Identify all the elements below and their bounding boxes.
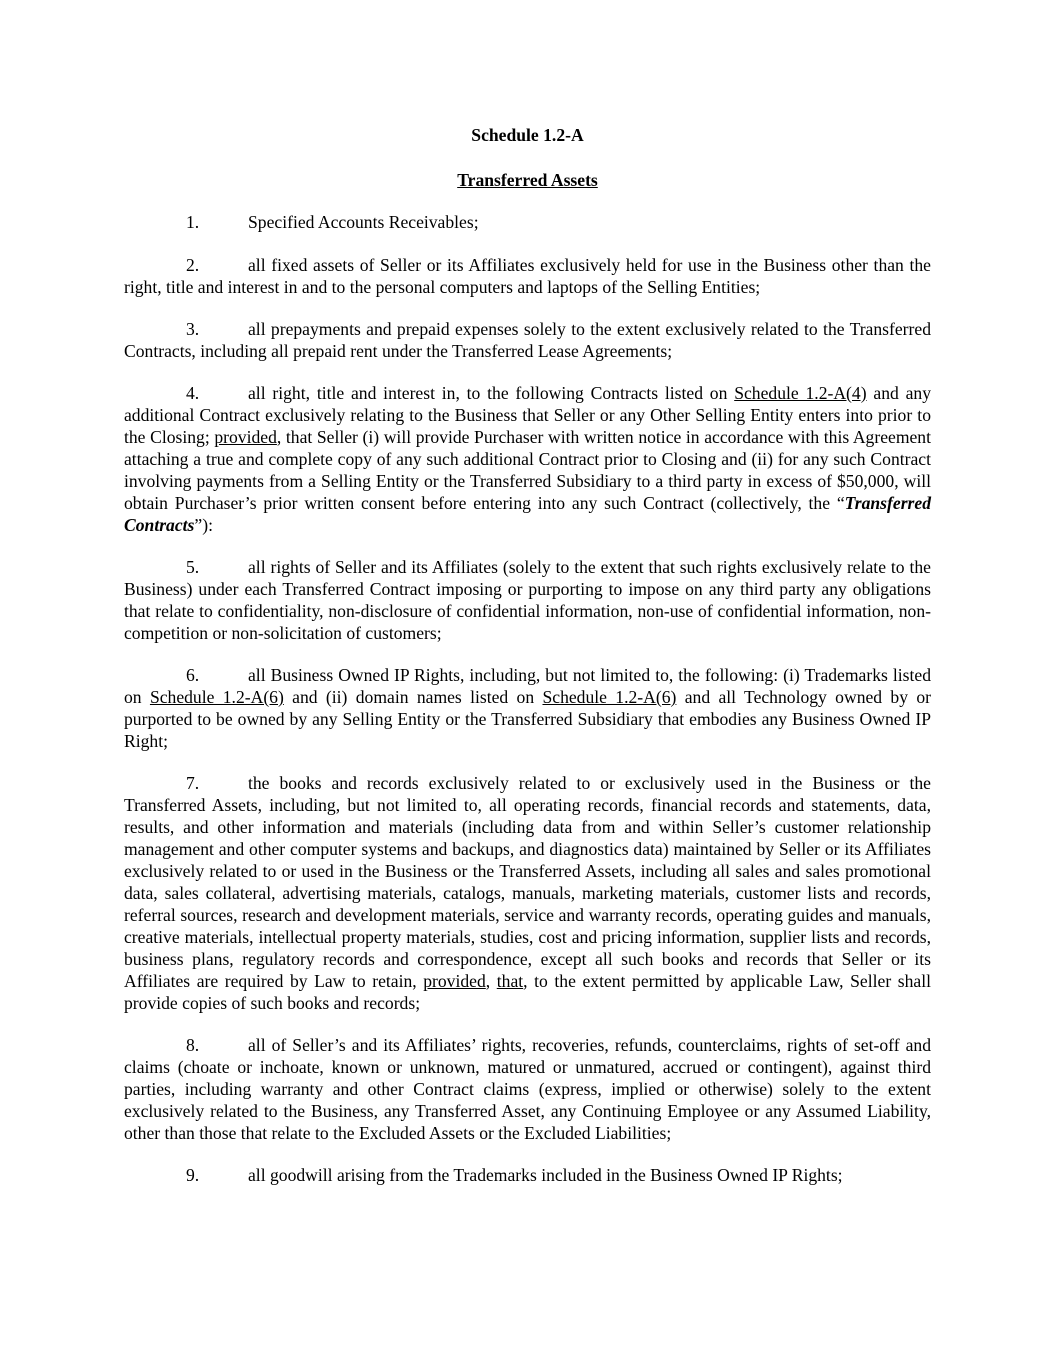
list-item [124, 1034, 931, 1144]
item-text: and all Technology owned by or purported to be owned by any Selling Entity or the Transferred Subsidiary that embodies any Business Owned IP Right; [124, 687, 932, 751]
document-page [124, 124, 931, 1186]
item-text: and (ii) domain names listed on [283, 687, 543, 707]
list-item [124, 772, 931, 1014]
schedule-reference-link[interactable]: Schedule 1.2-A(6) [149, 687, 284, 707]
schedule-reference-link[interactable]: Schedule 1.2-A(6) [542, 687, 677, 707]
that-term: that [496, 971, 524, 991]
list-item [124, 382, 931, 536]
item-text: , [485, 971, 497, 991]
item-text: all rights of Seller and its Affiliates (solely to the extent that such rights exclusively relate to the Business) under each Transferred Contract imposing or purporting to impose on any third party any obligations that relate to confidentiality, non-disclosure of confidential information, non-use of confidential information, non-competition or non-solicitation of customers; [124, 557, 931, 643]
list-item [124, 318, 931, 362]
item-number: 7. [186, 773, 200, 793]
item-text: , that Seller (i) will provide Purchaser with written notice in accordance with this Agreement attaching a true and complete copy of any such additional Contract prior to Closing and (ii) for any such Contract involving payments from a Selling Entity or the Transferred Subsidiary to a third party in excess of $50,000, will obtain Purchaser’s prior written consent before entering into any such Contract (collectively, the “ [124, 427, 931, 513]
item-number: 6. [186, 665, 200, 685]
item-number: 1. [186, 212, 200, 232]
item-text: , to the extent permitted by applicable Law, Seller shall provide copies of such books and records; [124, 971, 931, 1013]
provided-term: provided [423, 971, 486, 991]
item-text: Specified Accounts Receivables; [248, 212, 479, 232]
schedule-subtitle: Transferred Assets [457, 170, 598, 190]
item-text: and any additional Contract exclusively relating to the Business that Seller or any Other Selling Entity enters into prior to the Closing; [124, 383, 931, 447]
item-text: ”): [194, 515, 213, 535]
list-item [124, 1164, 931, 1186]
item-text: all fixed assets of Seller or its Affiliates exclusively held for use in the Business other than the right, title and interest in and to the personal computers and laptops of the Selling Entities; [124, 255, 931, 297]
list-item [124, 211, 931, 233]
list-item [124, 254, 931, 298]
item-number: 8. [186, 1035, 200, 1055]
provided-term: provided [214, 427, 277, 447]
defined-term: Transferred Contracts [124, 493, 931, 535]
list-item [124, 556, 931, 644]
item-number: 5. [186, 557, 200, 577]
item-text: all of Seller’s and its Affiliates’ rights, recoveries, refunds, counterclaims, rights of set-off and claims (choate or inchoate, known or unknown, matured or unmatured, accrued or contingent), against third parties, including warranty and other Contract claims (express, implied or otherwise) solely to the extent exclusively related to the Business, any Transferred Asset, any Continuing Employee or any Assumed Liability, other than those that relate to the Excluded Assets or the Excluded Liabilities; [124, 1035, 931, 1143]
item-number: 2. [186, 255, 200, 275]
item-number: 3. [186, 319, 200, 339]
item-number: 9. [186, 1165, 200, 1185]
item-text: the books and records exclusively related to or exclusively used in the Business or the Transferred Assets, including, but not limited to, all operating records, financial records and statements, data, results, and other information and materials (including data from and within Seller’s customer relationship management and other computer systems and backups, and diagnostics data) maintained by Seller or its Affiliates exclusively related to or used in the Business or the Transferred Assets, including all sales and sales promotional data, sales collateral, advertising materials, catalogs, manuals, marketing materials, customer lists and records, referral sources, research and development materials, service and warranty records, operating guides and manuals, creative materials, intellectual property materials, studies, cost and pricing information, supplier lists and records, business plans, regulatory records and correspondence, except all such books and records that Seller or its Affiliates are required by Law to retain, [124, 773, 931, 991]
item-text: all prepayments and prepaid expenses solely to the extent exclusively related to the Transferred Contracts, including all prepaid rent under the Transferred Lease Agreements; [124, 319, 931, 361]
list-item [124, 664, 931, 752]
item-text: all right, title and interest in, to the following Contracts listed on [248, 383, 735, 403]
item-text: all goodwill arising from the Trademarks included in the Business Owned IP Rights; [248, 1165, 843, 1185]
item-number: 4. [186, 383, 200, 403]
schedule-title: Schedule 1.2-A [471, 125, 584, 145]
schedule-reference-link[interactable]: Schedule 1.2-A(4) [734, 383, 867, 403]
item-text: all Business Owned IP Rights, including, but not limited to, the following: (i) Trademarks listed on [124, 665, 931, 707]
